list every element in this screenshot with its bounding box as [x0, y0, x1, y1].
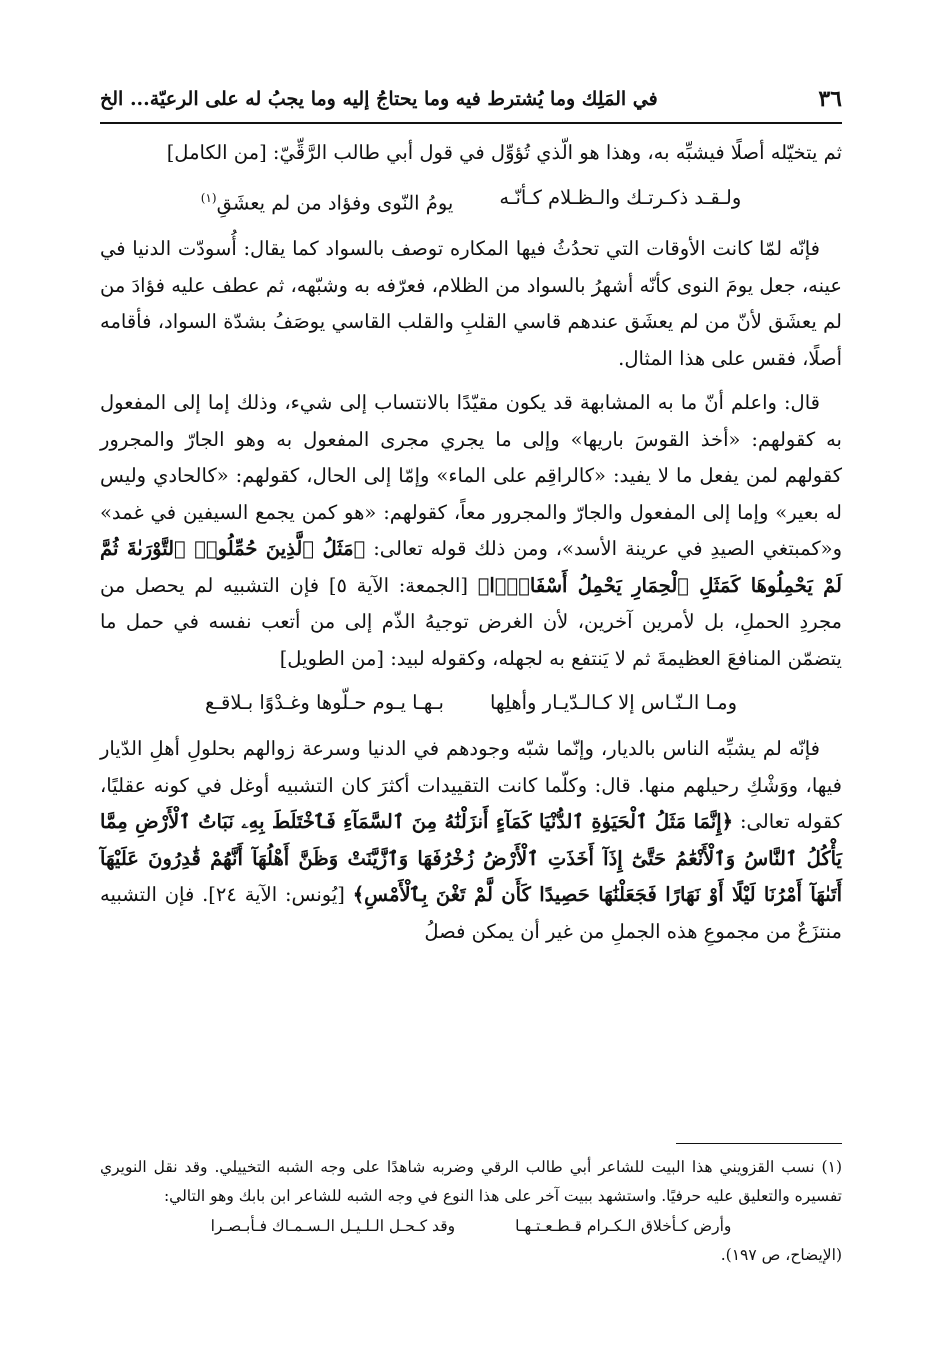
- quran-quote-2: ﴿إِنَّمَا مَثَلُ ٱلْحَيَوٰةِ ٱلدُّنْيَا كَمَآءٍ أَنزَلْنَٰهُ مِنَ ٱلسَّمَآءِ فَٱخْتَلَطَ بِهِۦ نَبَاتُ ٱلْأَرْضِ مِمَّا يَأْكُلُ ٱلنَّاسُ وَٱلْأَنْعَٰمُ حَتَّىٰٓ إِذَآ أَخَذَتِ ٱلْأَرْضُ زُخْرُفَهَا وَٱزَّيَّنَتْ وَظَنَّ أَهْلُهَآ أَنَّهُمْ قَٰدِرُونَ عَلَيْهَآ أَتَىٰهَآ أَمْرُنَا لَيْلًا أَوْ نَهَارًا فَجَعَلْنَٰهَا حَصِيدًا كَأَن لَّمْ تَغْنَ بِٱلْأَمْسِ﴾: [100, 810, 843, 906]
- paragraph-4: [100, 731, 842, 950]
- page-header: [100, 82, 842, 116]
- footnote-marker-1: (١): [200, 190, 217, 205]
- running-title: في المَلِك وما يُشترط فيه وما يحتاجُ إليه وما يجبُ له على الرعيّة... الخ: [100, 88, 658, 110]
- paragraph-3: [100, 385, 842, 677]
- header-divider: [100, 122, 842, 124]
- footnote-verse-first-hemistich: وأرض كـأخلاق الـكـرام قـطـعـتـهـا: [515, 1217, 732, 1235]
- verse-2-first-hemistich: ومـا الـنّـاس إلا كـالـدّيـار وأهلِها: [489, 691, 738, 714]
- paragraph-3-text-a: قال: واعلم أنّ ما به المشابهة قد يكون مقيّدًا بالانتساب إلى شيء، وذلك إما إلى المفعول به كقولهم: «أخذ القوسَ باريها» وإلى ما يجري مجرى المفعول به وهو الجارّ والمجرور كقولهم لمن يفعل ما لا يفيد: «كالراقِم على الماء» وإمّا إلى الحال، كقولهم: «كالحادي وليس له بعير» وإما إلى المفعول والجارّ والمجرور معاً، كقولهم: «هو كمن يجمع السيفين في غمد» و«كمبتغي الصيدِ في عرينة الأسد»، ومن ذلك قوله تعالى:: [100, 391, 843, 560]
- paragraph-1: ثم يتخيّله أصلًا فيشبِّه به، وهذا هو الّذي تُؤوِّل في قول أبي طالب الرَّقِّيّ: [من الكامل]: [166, 141, 842, 164]
- verse-1-second-text: يومُ النّوى وفؤاد من لم يعشَقِ: [216, 191, 454, 214]
- verse-1-second-hemistich: [201, 178, 454, 224]
- verse-1-first-hemistich: ولـقـد ذكـرتـك والـظـلام كـأنّـه: [499, 185, 742, 209]
- page-number: ٣٦: [818, 86, 842, 112]
- paragraph-3-text-b: [الجمعة: الآية ٥] فإن التشبيه لم يحصل من مجردِ الحملِ، بل لأمرين آخرين، لأن الغرض توجيهُ الذّم إلى من أتعب نفسه في حمل ما يتضمّن المنافعَ العظيمةَ ثم لا يَنتفع به لجهله، وكقوله لبيد: [من الطويل]: [100, 573, 842, 670]
- paragraph-4-text-b: [يُونس: الآية ٢٤]. فإن التشبيه منتزَعٌ من مجموعِ هذه الجملِ من غير أن يمكن فصلُ: [100, 883, 842, 943]
- quran-quote-1: ﴿مَثَلُ ٱلَّذِينَ حُمِّلُوا۟ ٱلتَّوْرَىٰةَ ثُمَّ لَمْ يَحْمِلُوهَا كَمَثَلِ ٱلْحِمَارِ يَحْمِلُ أَسْفَارًۢا﴾: [100, 537, 842, 597]
- paragraph-4-text-a: فإنّه لم يشبِّه الناس بالديار، وإنّما شبّه وجودهم في الدنيا وسرعة زوالهم بحلولِ أهلِ الدّيار فيها، ووَشْكِ رحيلهم منها. قال: وكلّما كانت التقييدات أكثرَ كان التشبيه أوغل في كونه عقليًا، كقوله تعالى:: [100, 737, 842, 833]
- footnote-1-verse: [100, 1211, 842, 1241]
- footnotes: [100, 1153, 842, 1270]
- footnote-1-source: (الإيضاح، ص ١٩٧).: [720, 1246, 842, 1264]
- footnote-verse-second-hemistich: وقد كـحـل الـلـيـل الـسـمـاك فـأبـصـرا: [210, 1217, 456, 1235]
- verse-1: [100, 178, 842, 224]
- footnote-divider: [676, 1143, 842, 1144]
- verse-2-second-hemistich: بـهـا يـوم حـلّوها وغـدْوًا بـلاقـع: [204, 691, 444, 714]
- footnote-1-text: (١) نسب القزويني هذا البيت للشاعر أبي طالب الرقي وضربه شاهدًا على وجه الشبه التخييلي. وقد نقل النويري تفسيره والتعليق عليه حرفيًا. واستشهد ببيت آخر على هذا النوع في وجه الشبه للشاعر ابن بابك وهو التالي:: [100, 1158, 842, 1205]
- verse-2: [100, 683, 842, 723]
- main-text: [100, 135, 842, 950]
- paragraph-2: فإنّه لمّا كانت الأوقات التي تحدُثُ فيها المكاره توصف بالسواد كما يقال: أُسودّت الدنيا في عينه، جعل يومَ النوى كأنّه أشهرُ بالسواد من الظلام، فعرّفه به وشبّهه، ثم عطف عليه فؤادَ من لم يعشَق لأنّ من لم يعشَق عندهم قاسي القلبِ والقلب القاسي يوصَفُ بشدّة السواد، فأقامه أصلًا، فقس على هذا المثال.: [100, 237, 842, 370]
